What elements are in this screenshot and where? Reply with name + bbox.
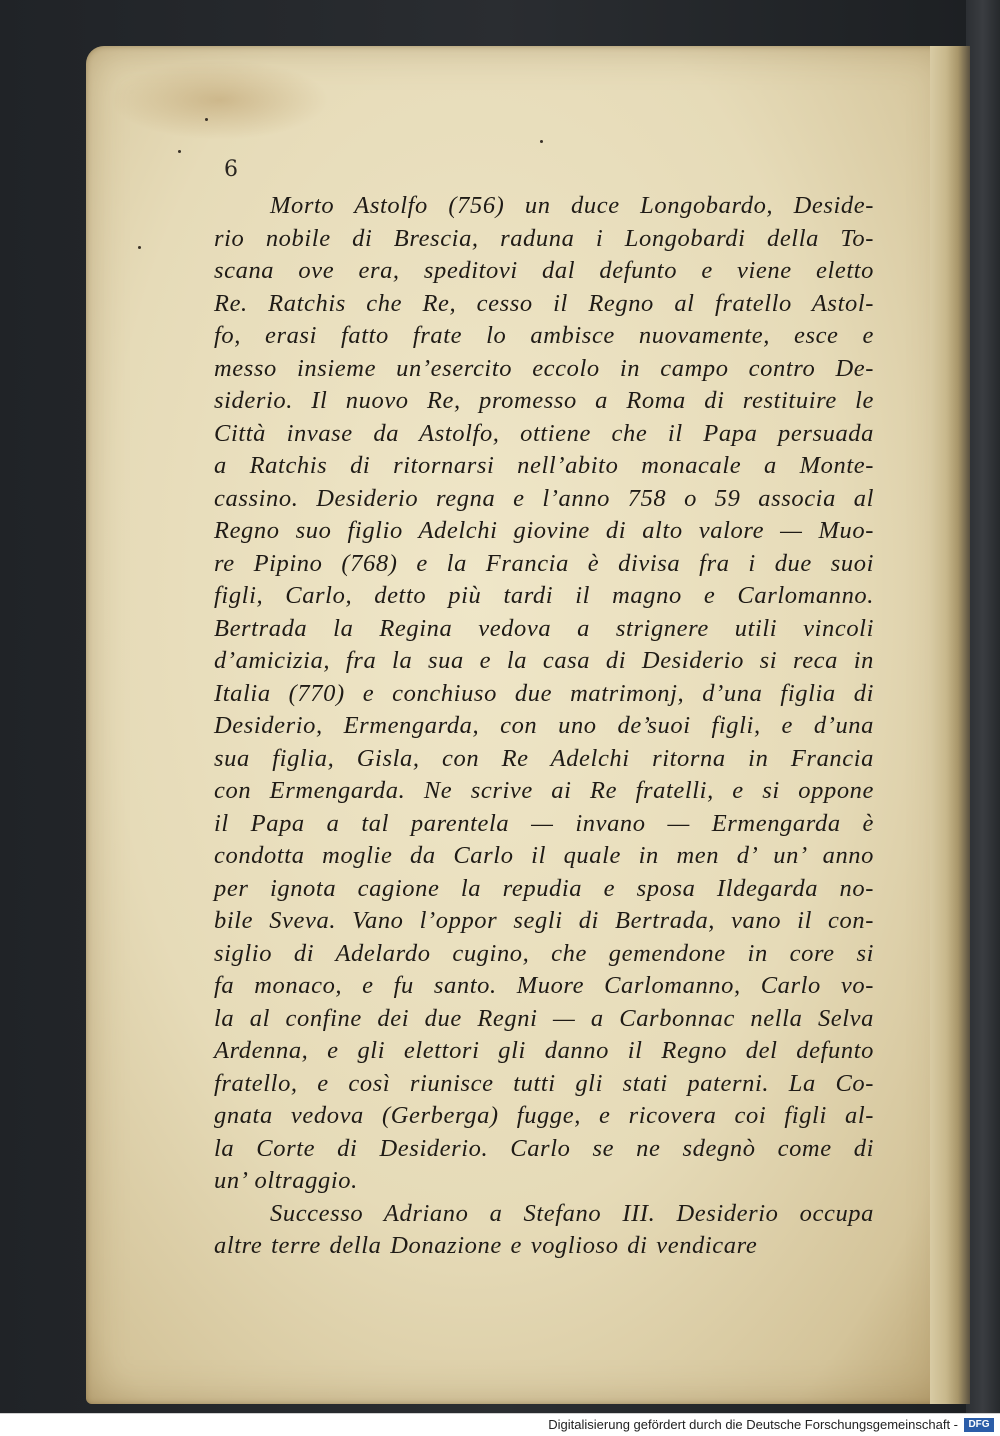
text-line: gnata vedova (Gerberga) fugge, e ricovera coi figli al- (214, 1102, 874, 1129)
text-line: Italia (770) e conchiuso due matrimonj, d’una figlia di (214, 679, 874, 707)
ink-speck (138, 246, 141, 249)
page-number: 6 (224, 157, 238, 182)
text-line: cassino. Desiderio regna e l’anno 758 o 59 associa al (214, 484, 874, 512)
text-line: la al confine dei due Regni — a Carbonnac nella Selva (214, 1004, 874, 1032)
text-line: con Ermengarda. Ne scrive ai Re fratelli, e si oppone (214, 777, 874, 804)
text-line: Successo Adriano a Stefano III. Desiderio occupa (270, 1199, 874, 1227)
text-line: Città invase da Astolfo, ottiene che il Papa persuada (214, 419, 874, 447)
text-line: siderio. Il nuovo Re, promesso a Roma di restituire le (214, 387, 874, 414)
text-line: il Papa a tal parentela — invano — Ermengarda è (214, 809, 874, 837)
page-edge (930, 46, 970, 1404)
text-line: Bertrada la Regina vedova a strignere utili vincoli (214, 614, 874, 642)
text-line: rio nobile di Brescia, raduna i Longobardi della To- (214, 224, 874, 252)
book-binding (966, 0, 1000, 1413)
footer-bar (0, 1413, 1000, 1436)
dfg-logo[interactable]: DFG (964, 1418, 994, 1432)
ink-speck (540, 140, 543, 143)
text-line: Morto Astolfo (756) un duce Longobardo, Deside- (270, 192, 874, 219)
text-line: Ardenna, e gli elettori gli danno il Regno del defunto (214, 1037, 874, 1064)
text-line: condotta moglie da Carlo il quale in men d’ un’ anno (214, 842, 874, 869)
text-line: Regno suo figlio Adelchi giovine di alto valore — Muo- (214, 517, 874, 544)
text-line: fa monaco, e fu santo. Muore Carlomanno, Carlo vo- (214, 972, 874, 999)
text-line: bile Sveva. Vano l’oppor segli di Bertrada, vano il con- (214, 907, 874, 934)
text-line: figli, Carlo, detto più tardi il magno e Carlomanno. (214, 582, 874, 609)
text-line: fo, erasi fatto frate lo ambisce nuovamente, esce e (214, 322, 874, 349)
text-line: re Pipino (768) e la Francia è divisa fra i due suoi (214, 549, 874, 577)
text-line: Re. Ratchis che Re, cesso il Regno al fratello Astol- (214, 289, 874, 317)
text-line: la Corte di Desiderio. Carlo se ne sdegnò come di (214, 1134, 874, 1162)
text-line: un’ oltraggio. (214, 1167, 358, 1194)
ink-speck (205, 118, 208, 121)
text-line: scana ove era, speditovi dal defunto e viene eletto (214, 257, 874, 284)
text-line: d’amicizia, fra la sua e la casa di Desiderio si reca in (214, 647, 874, 674)
text-line: Desiderio, Ermengarda, con uno de’suoi figli, e d’una (214, 712, 874, 739)
text-line: siglio di Adelardo cugino, che gemendone in core si (214, 939, 874, 967)
text-line: messo insieme un’esercito eccolo in campo contro De- (214, 354, 874, 382)
text-line: sua figlia, Gisla, con Re Adelchi ritorna in Francia (214, 744, 874, 772)
paper-stain (110, 60, 330, 140)
text-line: altre terre della Donazione e voglioso di vendicare (214, 1232, 758, 1259)
footer-credit[interactable]: Digitalisierung gefördert durch die Deutsche Forschungsgemeinschaft - (548, 1417, 958, 1432)
text-line: a Ratchis di ritornarsi nell’abito monacale a Monte- (214, 452, 874, 479)
ink-speck (178, 150, 181, 153)
text-line: fratello, e così riunisce tutti gli stati paterni. La Co- (214, 1069, 874, 1097)
body-text (214, 190, 874, 1263)
text-line: per ignota cagione la repudia e sposa Ildegarda no- (214, 874, 874, 902)
